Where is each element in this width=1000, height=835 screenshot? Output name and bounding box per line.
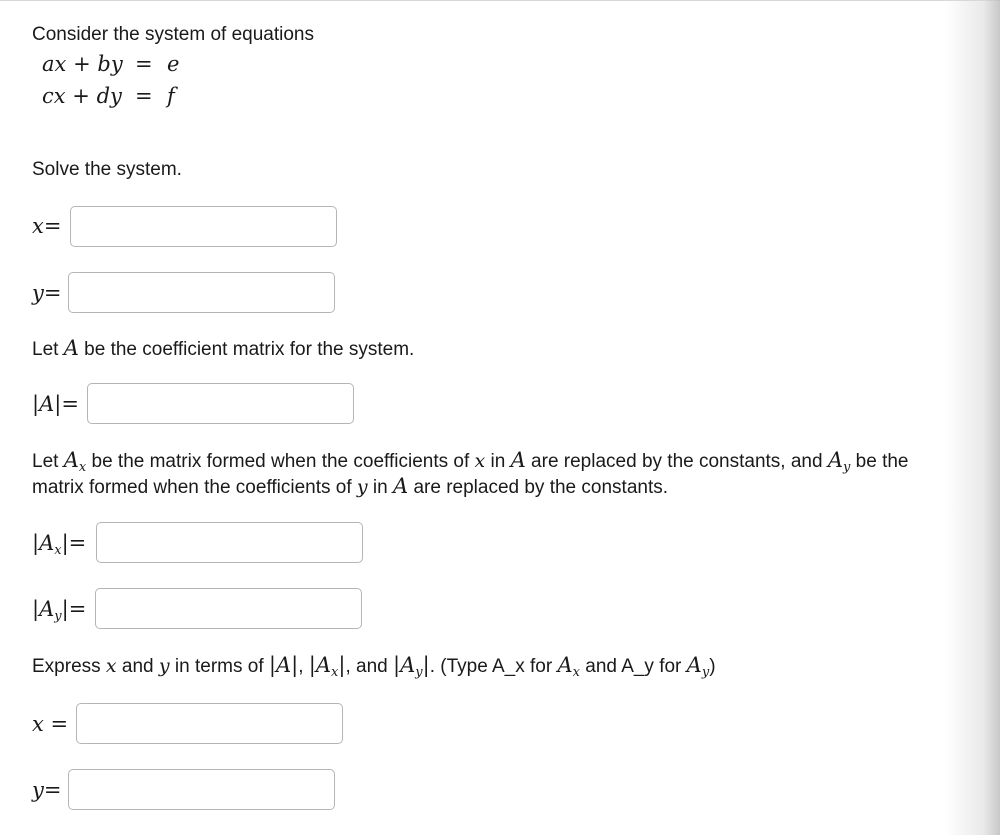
det-ax-label: $|A_x|=$ — [32, 531, 87, 558]
equation-2 — [42, 82, 122, 110]
eq1-equals: = — [135, 52, 153, 76]
eq1-var-x: x — [54, 52, 67, 76]
eq2-coef-d: d — [96, 84, 111, 108]
eq2-equals: = — [135, 84, 153, 108]
solve-heading: Solve the system. — [32, 159, 182, 180]
det-ay-label: $|A_y|=$ — [32, 597, 87, 624]
eq1-coef-b: b — [97, 52, 111, 76]
eq1-plus: + — [73, 52, 91, 76]
det-ax-input[interactable] — [96, 522, 363, 563]
coef-matrix-text: Let A be the coefficient matrix for the system. — [32, 336, 415, 360]
express-x-input[interactable] — [76, 703, 343, 744]
top-border — [0, 0, 1000, 1]
replaced-text-line2: matrix formed when the coefficients of y in A are replaced by the constants. — [32, 474, 669, 498]
eq2-coef-c: c — [42, 84, 54, 108]
solve-y-input[interactable] — [68, 272, 335, 313]
eq1-var-y: y — [110, 52, 123, 76]
right-edge-shadow — [945, 0, 1000, 835]
det-a-input[interactable] — [87, 383, 354, 424]
express-y-input[interactable] — [68, 769, 335, 810]
solve-x-label: x= — [32, 214, 62, 238]
eq1-coef-a: a — [42, 52, 55, 76]
coef-matrix-var: A — [63, 336, 79, 360]
express-y-label: y= — [32, 778, 62, 802]
replaced-text-line1: Let $A_x$ be the matrix formed when the coefficients of x in A are replaced by the constants, and $A_y$ be the — [32, 448, 909, 475]
solve-x-input[interactable] — [70, 206, 337, 247]
solve-y-label: y= — [32, 281, 62, 305]
equation-1 — [42, 50, 123, 78]
det-ay-input[interactable] — [95, 588, 362, 629]
eq2-var-y: y — [110, 84, 122, 108]
eq2-rhs: f — [167, 84, 175, 108]
express-text: Express x and y in terms of |A|, $|A_x|$, and $|A_y|$. (Type A_x for $A_x$ and A_y for $A_y$) — [32, 653, 716, 680]
det-a-label: |A|= — [32, 392, 79, 416]
eq2-plus: + — [72, 84, 90, 108]
intro-prompt: Consider the system of equations — [32, 24, 314, 45]
eq2-var-x: x — [53, 84, 66, 108]
eq1-rhs: e — [167, 52, 180, 76]
express-x-label: x = — [32, 712, 69, 736]
